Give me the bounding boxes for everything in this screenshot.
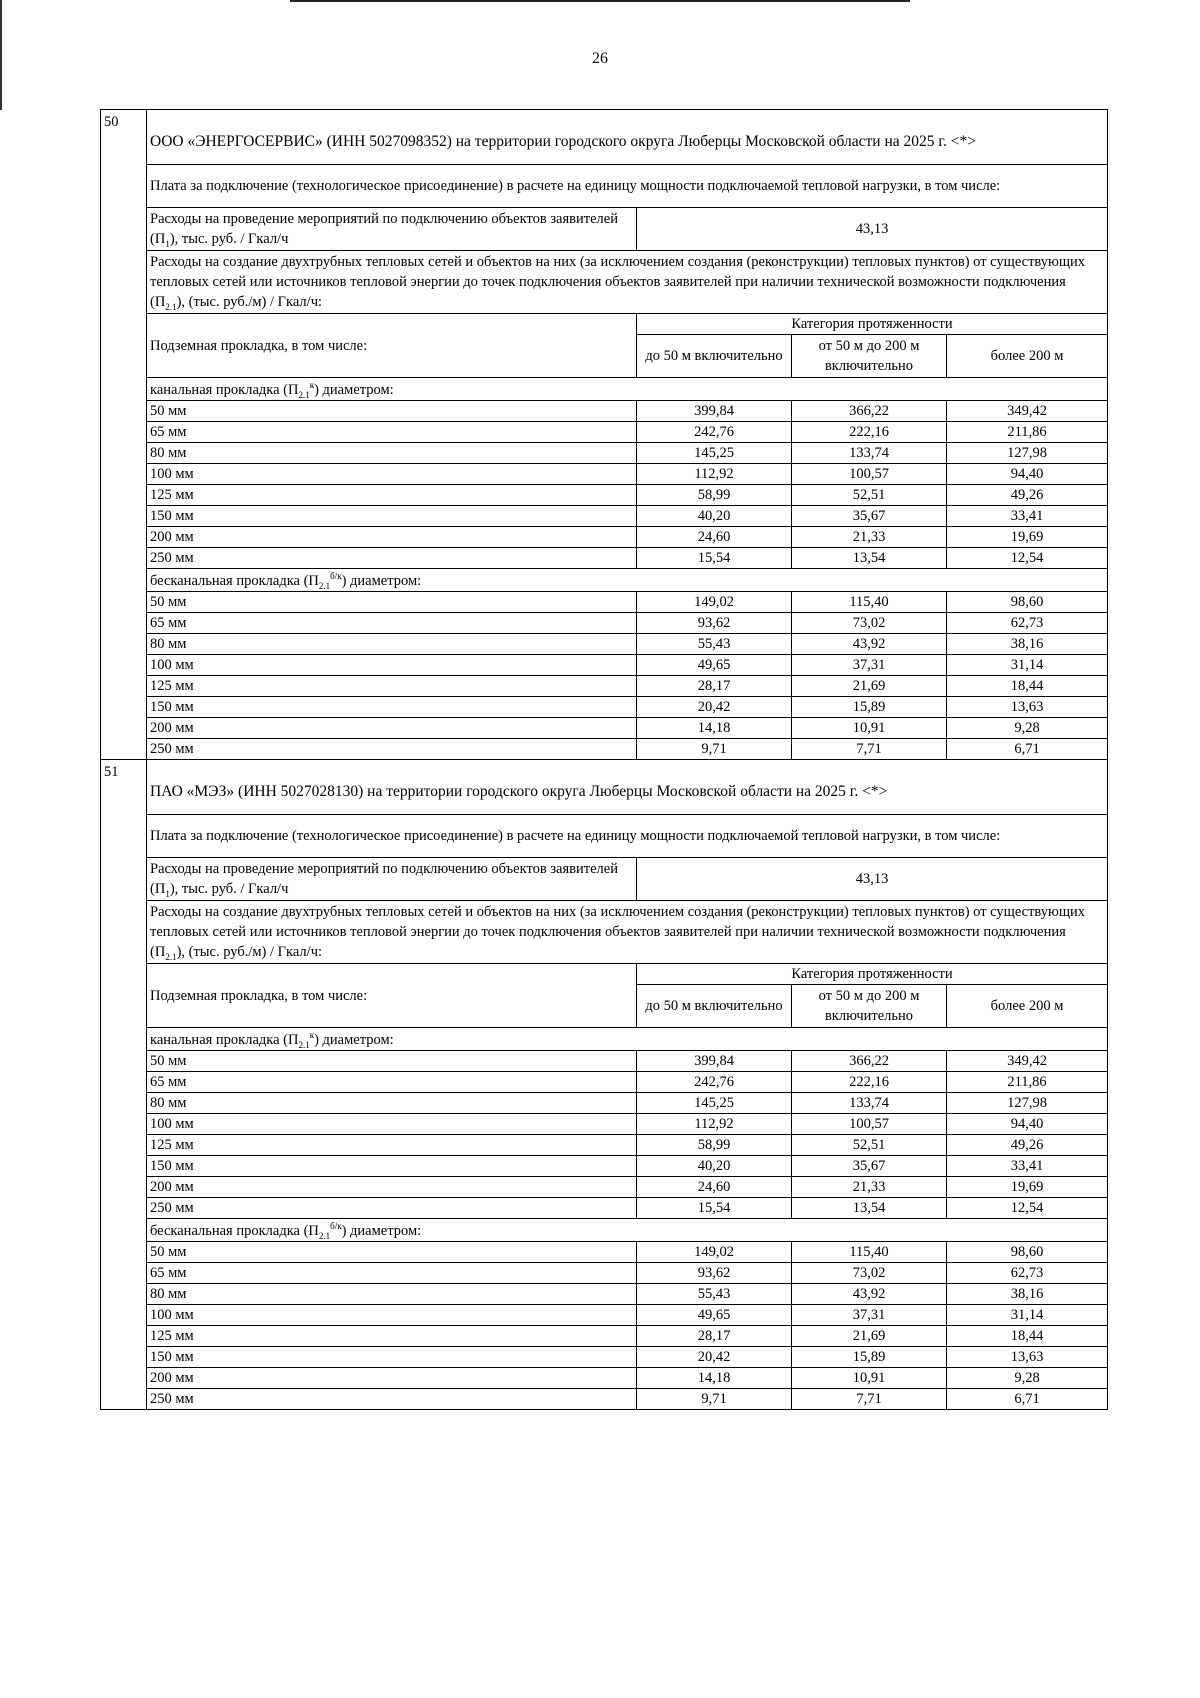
table-row [101,485,1108,506]
value-over-200: 94,40 [947,464,1108,485]
table-row [101,1198,1108,1219]
table-row [101,1284,1108,1305]
value-over-200: 33,41 [947,1156,1108,1177]
value-up-to-50: 24,60 [637,1177,792,1198]
table-row [101,1368,1108,1389]
value-50-to-200: 73,02 [792,613,947,634]
category-header: Категория протяженности [637,314,1108,335]
value-up-to-50: 49,65 [637,655,792,676]
column-header-over-200: более 200 м [947,985,1108,1028]
diameter-cell: 125 мм [147,1326,637,1347]
value-up-to-50: 40,20 [637,1156,792,1177]
value-over-200: 349,42 [947,1051,1108,1072]
table-row [101,613,1108,634]
diameter-cell: 150 мм [147,1156,637,1177]
value-50-to-200: 133,74 [792,1093,947,1114]
value-up-to-50: 28,17 [637,1326,792,1347]
p1-value: 43,13 [637,858,1108,901]
diameter-cell: 250 мм [147,1198,637,1219]
value-50-to-200: 222,16 [792,422,947,443]
table-row [101,655,1108,676]
tariff-table [100,109,1108,1410]
p1-label-text: Расходы на проведение мероприятий по подключению объектов заявителей (П [150,861,618,897]
value-over-200: 13,63 [947,1347,1108,1368]
value-up-to-50: 55,43 [637,1284,792,1305]
diameter-cell: 200 мм [147,527,637,548]
tariff-document [100,109,1107,1410]
channel-superscript: к [309,380,315,391]
table-row [101,548,1108,569]
value-50-to-200: 21,69 [792,676,947,697]
table-row [101,1389,1108,1410]
value-up-to-50: 93,62 [637,1263,792,1284]
section-number: 50 [101,110,147,760]
channel-subscript: 2.1 [298,389,310,400]
diameter-cell: 150 мм [147,506,637,527]
value-up-to-50: 14,18 [637,718,792,739]
value-up-to-50: 242,76 [637,422,792,443]
p2-text-unit: ), (тыс. руб./м) / Гкал/ч: [176,944,323,960]
diameter-cell: 125 мм [147,676,637,697]
p1-label [147,858,637,901]
diameter-cell: 125 мм [147,485,637,506]
table-row [101,464,1108,485]
p1-row [101,208,1108,251]
table-row [101,1326,1108,1347]
p2-text-main: Расходы на создание двухтрубных тепловых сетей и объектов на них (за исключением создания (реконструкции) тепловых пунктов) от существующих тепловых сетей или источников тепловой энергии до точек подключения объектов заявителей при наличии технической возможности подключения (П [150,254,1086,310]
value-up-to-50: 20,42 [637,1347,792,1368]
diameter-cell: 125 мм [147,1135,637,1156]
value-over-200: 13,63 [947,697,1108,718]
nochannel-superscript: б/к [330,571,342,582]
category-header: Категория протяженности [637,964,1108,985]
table-row [101,1135,1108,1156]
table-row [101,1263,1108,1284]
p2-row [101,251,1108,314]
value-over-200: 18,44 [947,1326,1108,1347]
diameter-cell: 100 мм [147,1305,637,1326]
value-50-to-200: 133,74 [792,443,947,464]
value-up-to-50: 9,71 [637,1389,792,1410]
value-50-to-200: 115,40 [792,1242,947,1263]
value-50-to-200: 13,54 [792,1198,947,1219]
p2-text [147,901,1108,964]
table-row [101,1305,1108,1326]
table-row [101,1177,1108,1198]
diameter-cell: 100 мм [147,464,637,485]
value-50-to-200: 37,31 [792,1305,947,1326]
table-row [101,592,1108,613]
value-over-200: 49,26 [947,1135,1108,1156]
nochannel-caption-end: ) диаметром: [341,1223,422,1239]
p2-text-unit: ), (тыс. руб./м) / Гкал/ч: [176,294,323,310]
value-over-200: 18,44 [947,676,1108,697]
fee-text: Плата за подключение (технологическое присоединение) в расчете на единицу мощности подключаемой тепловой нагрузки, в том числе: [147,165,1108,208]
value-over-200: 349,42 [947,401,1108,422]
value-50-to-200: 52,51 [792,1135,947,1156]
value-50-to-200: 366,22 [792,1051,947,1072]
value-up-to-50: 93,62 [637,613,792,634]
nochannel-caption [147,1219,1108,1242]
nochannel-caption [147,569,1108,592]
value-50-to-200: 21,33 [792,1177,947,1198]
channel-caption [147,1028,1108,1051]
channel-caption-text: канальная прокладка (П [150,1032,299,1048]
value-over-200: 62,73 [947,613,1108,634]
value-over-200: 98,60 [947,592,1108,613]
category-header-row [101,964,1108,985]
diameter-cell: 250 мм [147,739,637,760]
value-50-to-200: 43,92 [792,1284,947,1305]
value-over-200: 33,41 [947,506,1108,527]
diameter-cell: 50 мм [147,1051,637,1072]
value-50-to-200: 100,57 [792,464,947,485]
nochannel-caption-text: бесканальная прокладка (П [150,1223,319,1239]
channel-subscript: 2.1 [298,1039,310,1050]
section-number: 51 [101,760,147,1410]
value-50-to-200: 73,02 [792,1263,947,1284]
value-up-to-50: 14,18 [637,1368,792,1389]
value-over-200: 127,98 [947,443,1108,464]
value-up-to-50: 9,71 [637,739,792,760]
value-over-200: 12,54 [947,548,1108,569]
underground-label: Подземная прокладка, в том числе: [147,314,637,378]
fee-row [101,815,1108,858]
value-50-to-200: 35,67 [792,506,947,527]
value-up-to-50: 399,84 [637,401,792,422]
diameter-cell: 100 мм [147,655,637,676]
value-over-200: 12,54 [947,1198,1108,1219]
value-over-200: 9,28 [947,718,1108,739]
p2-subscript: 2.1 [165,951,177,962]
column-header-50-to-200: от 50 м до 200 м включительно [792,985,947,1028]
diameter-cell: 80 мм [147,1284,637,1305]
value-over-200: 211,86 [947,422,1108,443]
value-up-to-50: 20,42 [637,697,792,718]
channel-superscript: к [309,1030,315,1041]
section-title: ПАО «МЭЗ» (ИНН 5027028130) на территории городского округа Люберцы Московской области на 2025 г. <*> [147,760,1108,815]
diameter-cell: 65 мм [147,1263,637,1284]
value-50-to-200: 43,92 [792,634,947,655]
value-up-to-50: 24,60 [637,527,792,548]
nochannel-subscript: 2.1 [318,1230,331,1241]
diameter-cell: 200 мм [147,1368,637,1389]
channel-caption-text: канальная прокладка (П [150,382,299,398]
page-number: 26 [592,50,608,67]
table-row [101,1051,1108,1072]
value-up-to-50: 242,76 [637,1072,792,1093]
table-row [101,718,1108,739]
table-row [101,506,1108,527]
value-50-to-200: 15,89 [792,1347,947,1368]
diameter-cell: 80 мм [147,634,637,655]
value-up-to-50: 15,54 [637,1198,792,1219]
p1-row [101,858,1108,901]
table-row [101,1072,1108,1093]
value-50-to-200: 366,22 [792,401,947,422]
diameter-cell: 50 мм [147,401,637,422]
channel-caption [147,378,1108,401]
value-over-200: 31,14 [947,655,1108,676]
table-row [101,676,1108,697]
value-over-200: 6,71 [947,739,1108,760]
table-row [101,739,1108,760]
value-50-to-200: 10,91 [792,718,947,739]
channel-caption-end: ) диаметром: [314,1032,394,1048]
value-50-to-200: 52,51 [792,485,947,506]
value-over-200: 98,60 [947,1242,1108,1263]
value-over-200: 94,40 [947,1114,1108,1135]
value-up-to-50: 40,20 [637,506,792,527]
table-row [101,401,1108,422]
tariff-table-body [101,110,1108,1410]
value-50-to-200: 21,33 [792,527,947,548]
diameter-cell: 80 мм [147,1093,637,1114]
table-row [101,443,1108,464]
channel-caption-row [101,378,1108,401]
underground-label: Подземная прокладка, в том числе: [147,964,637,1028]
table-row [101,1093,1108,1114]
table-row [101,1347,1108,1368]
value-50-to-200: 21,69 [792,1326,947,1347]
p1-label-text: Расходы на проведение мероприятий по подключению объектов заявителей (П [150,211,618,247]
diameter-cell: 150 мм [147,697,637,718]
value-up-to-50: 49,65 [637,1305,792,1326]
nochannel-superscript: б/к [330,1221,342,1232]
column-header-up-to-50: до 50 м включительно [637,985,792,1028]
value-up-to-50: 145,25 [637,443,792,464]
column-header-50-to-200: от 50 м до 200 м включительно [792,335,947,378]
channel-caption-row [101,1028,1108,1051]
value-up-to-50: 145,25 [637,1093,792,1114]
nochannel-caption-end: ) диаметром: [341,573,422,589]
diameter-cell: 200 мм [147,718,637,739]
value-50-to-200: 115,40 [792,592,947,613]
p2-text-main: Расходы на создание двухтрубных тепловых сетей и объектов на них (за исключением создания (реконструкции) тепловых пунктов) от существующих тепловых сетей или источников тепловой энергии до точек подключения объектов заявителей при наличии технической возможности подключения (П [150,904,1086,960]
fee-text: Плата за подключение (технологическое присоединение) в расчете на единицу мощности подключаемой тепловой нагрузки, в том числе: [147,815,1108,858]
value-over-200: 62,73 [947,1263,1108,1284]
value-50-to-200: 7,71 [792,739,947,760]
table-row [101,527,1108,548]
column-header-over-200: более 200 м [947,335,1108,378]
value-50-to-200: 7,71 [792,1389,947,1410]
value-up-to-50: 15,54 [637,548,792,569]
value-over-200: 19,69 [947,1177,1108,1198]
p1-label-unit: ), тыс. руб. / Гкал/ч [169,881,289,897]
table-row [101,1156,1108,1177]
value-50-to-200: 35,67 [792,1156,947,1177]
p1-value: 43,13 [637,208,1108,251]
channel-caption-end: ) диаметром: [314,382,394,398]
value-up-to-50: 149,02 [637,592,792,613]
p1-subscript: 1 [165,238,170,249]
value-50-to-200: 222,16 [792,1072,947,1093]
diameter-cell: 50 мм [147,592,637,613]
value-50-to-200: 100,57 [792,1114,947,1135]
column-header-up-to-50: до 50 м включительно [637,335,792,378]
value-over-200: 6,71 [947,1389,1108,1410]
value-over-200: 9,28 [947,1368,1108,1389]
value-over-200: 38,16 [947,634,1108,655]
nochannel-subscript: 2.1 [318,580,331,591]
diameter-cell: 200 мм [147,1177,637,1198]
p1-label-unit: ), тыс. руб. / Гкал/ч [169,231,289,247]
section-title: ООО «ЭНЕРГОСЕРВИС» (ИНН 5027098352) на территории городского округа Люберцы Московской области на 2025 г. <*> [147,110,1108,165]
value-up-to-50: 55,43 [637,634,792,655]
p2-subscript: 2.1 [165,301,177,312]
nochannel-caption-row [101,1219,1108,1242]
diameter-cell: 50 мм [147,1242,637,1263]
p1-label [147,208,637,251]
nochannel-caption-text: бесканальная прокладка (П [150,573,319,589]
diameter-cell: 250 мм [147,548,637,569]
value-over-200: 38,16 [947,1284,1108,1305]
value-over-200: 31,14 [947,1305,1108,1326]
p2-text [147,251,1108,314]
top-rule [290,0,910,2]
value-up-to-50: 58,99 [637,485,792,506]
table-row [101,422,1108,443]
diameter-cell: 150 мм [147,1347,637,1368]
value-up-to-50: 28,17 [637,676,792,697]
value-up-to-50: 149,02 [637,1242,792,1263]
p1-subscript: 1 [165,888,170,899]
category-header-row [101,314,1108,335]
diameter-cell: 100 мм [147,1114,637,1135]
value-over-200: 127,98 [947,1093,1108,1114]
table-row [101,634,1108,655]
p2-row [101,901,1108,964]
value-over-200: 19,69 [947,527,1108,548]
section-title-row [101,110,1108,165]
section-title-row [101,760,1108,815]
table-row [101,1114,1108,1135]
diameter-cell: 80 мм [147,443,637,464]
fee-row [101,165,1108,208]
diameter-cell: 250 мм [147,1389,637,1410]
diameter-cell: 65 мм [147,422,637,443]
nochannel-caption-row [101,569,1108,592]
value-50-to-200: 10,91 [792,1368,947,1389]
value-over-200: 49,26 [947,485,1108,506]
diameter-cell: 65 мм [147,613,637,634]
value-up-to-50: 58,99 [637,1135,792,1156]
value-over-200: 211,86 [947,1072,1108,1093]
value-up-to-50: 112,92 [637,464,792,485]
diameter-cell: 65 мм [147,1072,637,1093]
value-50-to-200: 13,54 [792,548,947,569]
value-up-to-50: 399,84 [637,1051,792,1072]
value-up-to-50: 112,92 [637,1114,792,1135]
table-row [101,1242,1108,1263]
table-row [101,697,1108,718]
value-50-to-200: 37,31 [792,655,947,676]
value-50-to-200: 15,89 [792,697,947,718]
